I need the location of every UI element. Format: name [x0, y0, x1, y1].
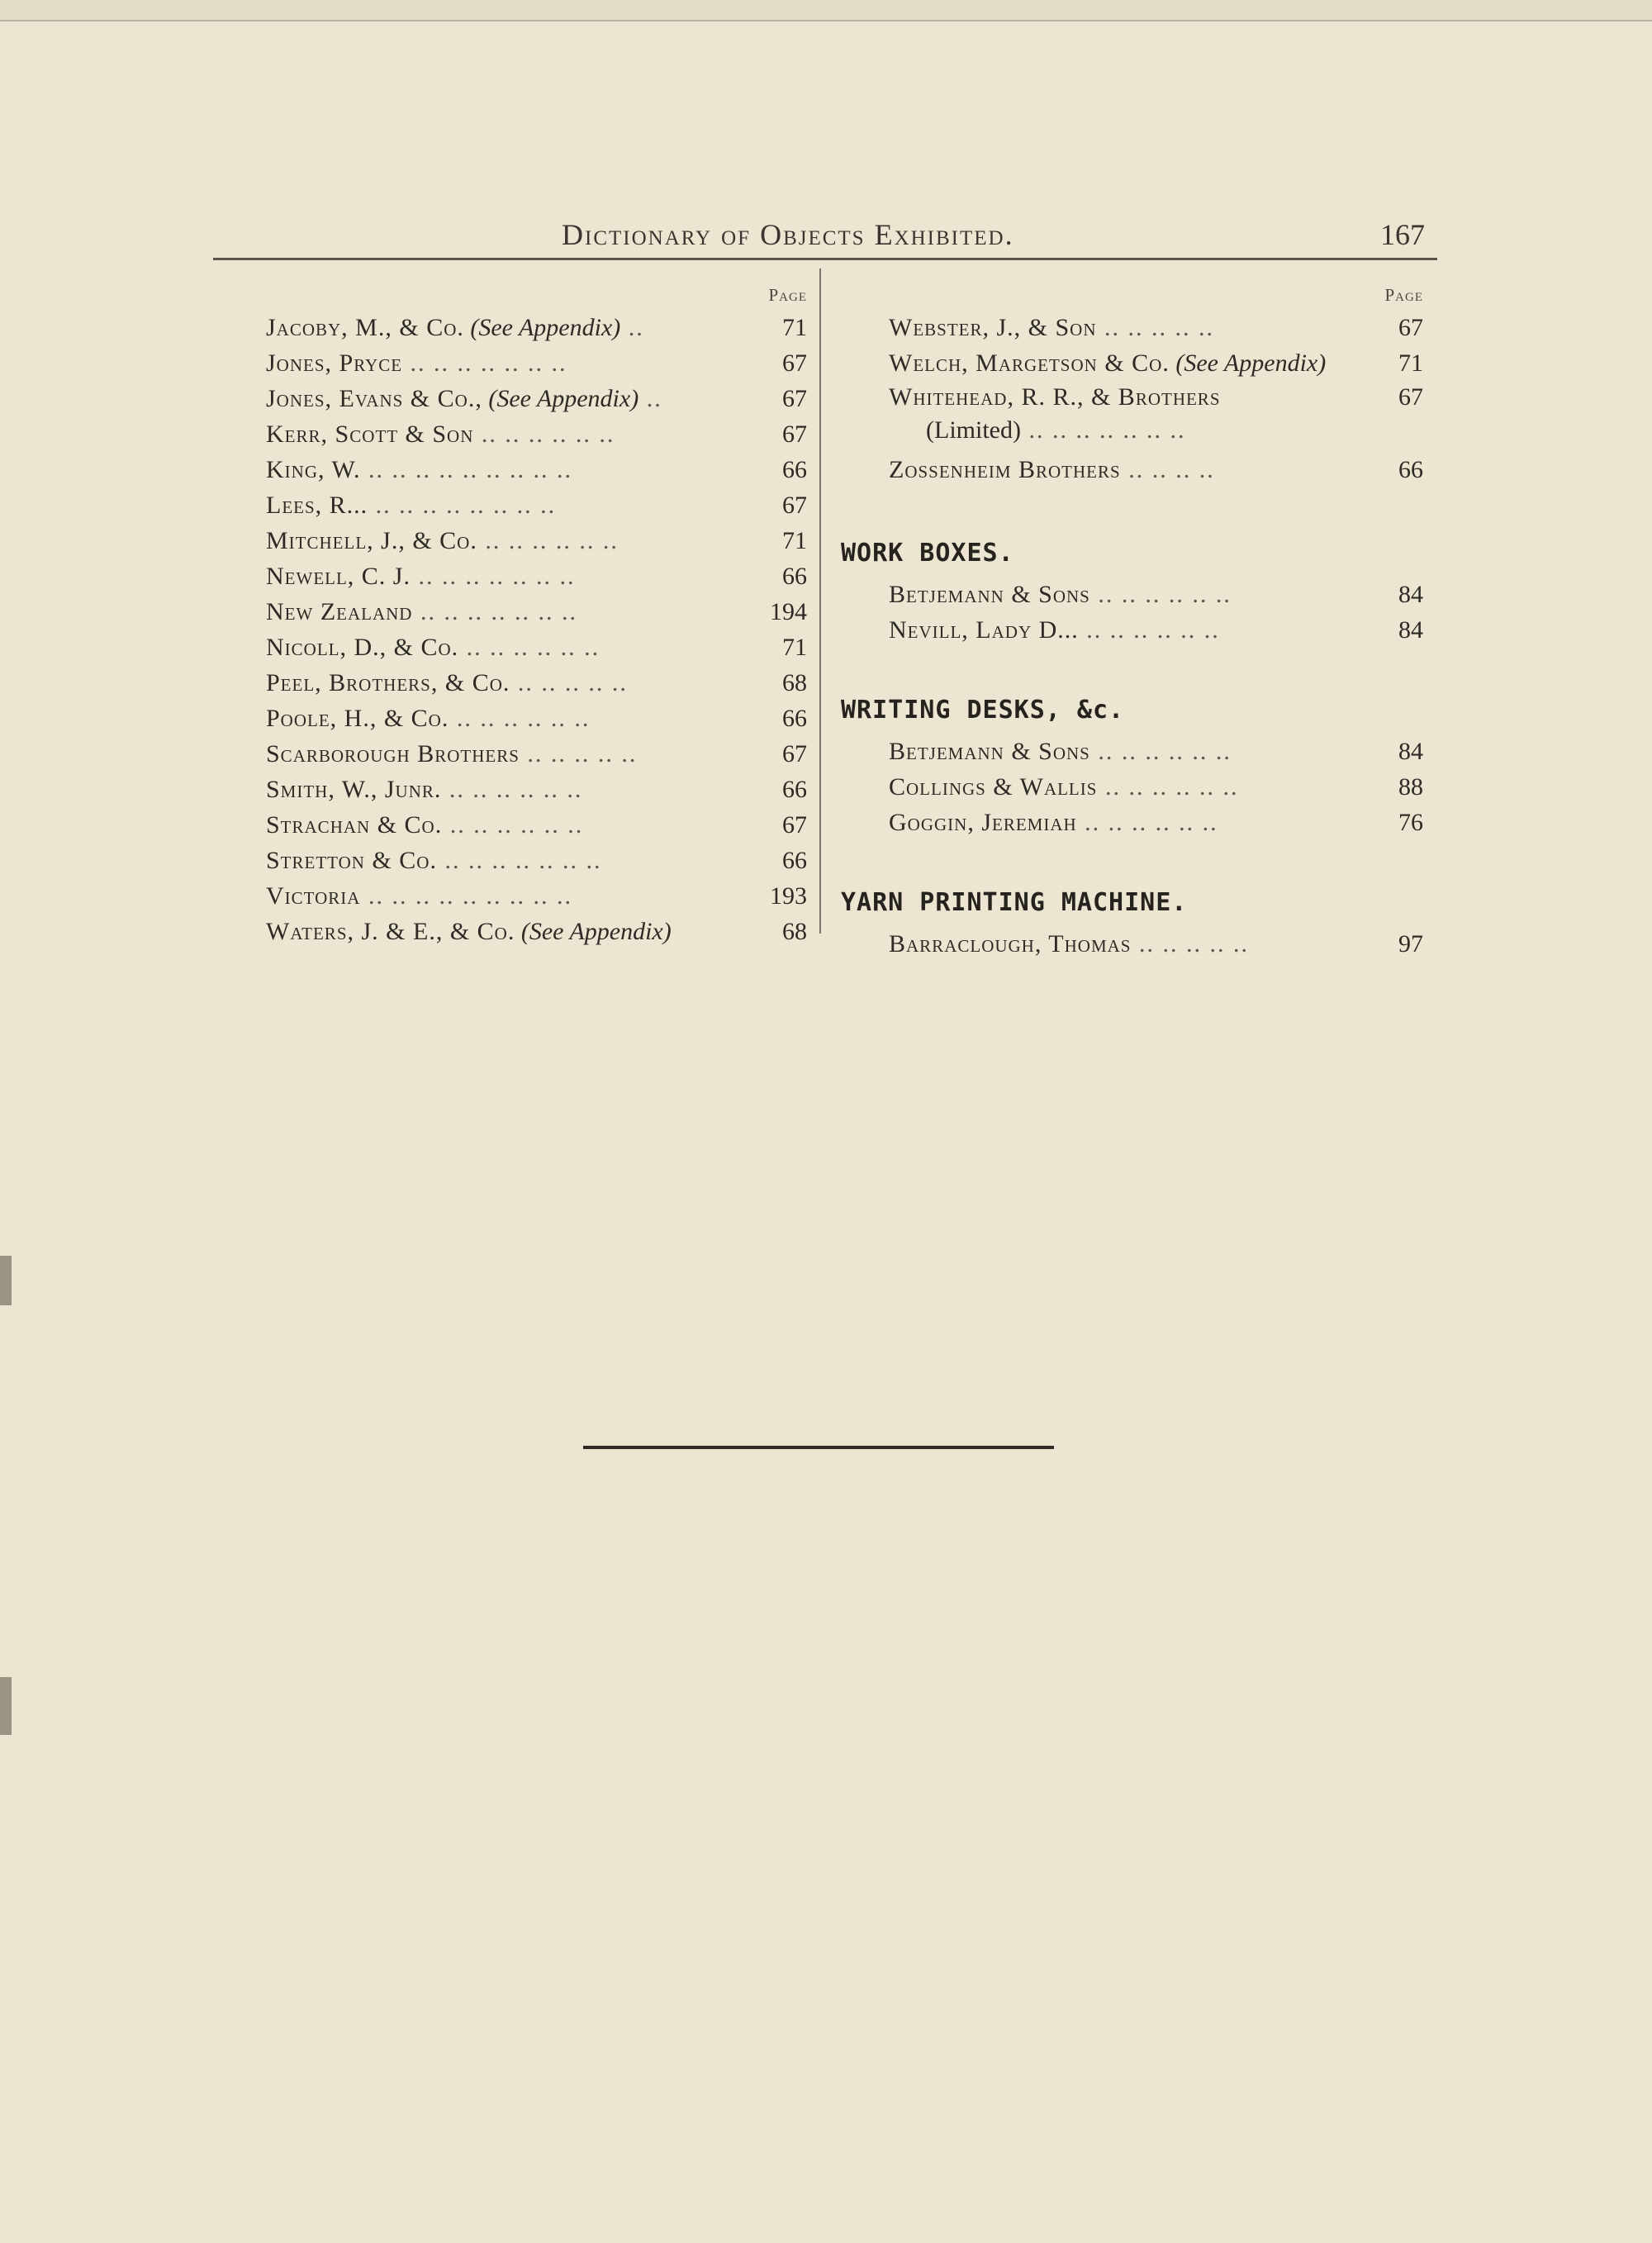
- dot-leader: .. .. .. .. .. .. ..: [412, 598, 577, 625]
- index-entry: [889, 805, 1423, 840]
- index-entry: [266, 381, 807, 416]
- entry-page-number: 66: [777, 701, 807, 736]
- entry-continuation: (Limited) .. .. .. .. .. .. ..: [926, 416, 1186, 444]
- index-entry: [889, 612, 1423, 648]
- dot-leader: .. .. .. .. .. ..: [473, 421, 615, 448]
- dot-leader: .. .. .. .. .. ..: [449, 705, 591, 732]
- entry-page-number: 66: [777, 843, 807, 878]
- entry-page-number: 71: [1393, 345, 1423, 381]
- dot-leader: .. .. .. .. .. ..: [1076, 809, 1218, 836]
- index-entry: [266, 807, 807, 843]
- closing-rule: [583, 1446, 1054, 1449]
- section-entry-list: [841, 926, 1423, 962]
- dot-leader: .. .. .. .. .. ..: [458, 634, 601, 661]
- index-entry: [266, 843, 807, 878]
- entry-page-number: 66: [777, 772, 807, 807]
- index-entry: [889, 926, 1423, 962]
- entry-name: Jones, Pryce: [266, 349, 403, 377]
- entry-page-number: 67: [1393, 381, 1423, 414]
- dot-leader: .. .. .. .. ..: [1096, 314, 1215, 341]
- index-entry: [889, 734, 1423, 769]
- entry-name: Victoria: [266, 882, 361, 910]
- entry-page-number: 68: [777, 914, 807, 949]
- index-entry: [266, 310, 807, 345]
- entry-name: Jacoby, M., & Co.: [266, 314, 464, 341]
- index-entry: [889, 452, 1423, 487]
- entry-name: King, W.: [266, 456, 361, 483]
- entry-name: Betjemann & Sons: [889, 581, 1090, 608]
- left-column: [266, 285, 807, 949]
- index-entry: [889, 381, 1423, 452]
- page-column-label: Page: [768, 285, 807, 305]
- dot-leader: .. .. .. .. ..: [510, 669, 628, 696]
- dot-leader: .. .. .. ..: [1120, 456, 1215, 483]
- index-entry: [266, 630, 807, 665]
- entry-name: Stretton & Co.: [266, 847, 437, 874]
- column-divider: [819, 268, 821, 934]
- entry-page-number: 194: [765, 594, 807, 630]
- entry-page-number: 66: [1393, 452, 1423, 487]
- page-number: 167: [1380, 218, 1425, 251]
- dot-leader: .. .. .. .. .. .. ..: [436, 847, 602, 874]
- index-entry: [266, 736, 807, 772]
- index-entry: [889, 345, 1423, 381]
- section-entry-list: [841, 577, 1423, 648]
- right-column: [841, 285, 1423, 962]
- entry-name: Nicoll, D., & Co.: [266, 634, 459, 661]
- entry-page-number: 71: [777, 630, 807, 665]
- entry-page-number: 66: [777, 452, 807, 487]
- entry-name: Jones, Evans & Co.,: [266, 385, 482, 412]
- entry-page-number: 67: [777, 807, 807, 843]
- index-entry: [266, 772, 807, 807]
- index-entry: [266, 665, 807, 701]
- entry-note: (See Appendix): [520, 918, 672, 945]
- entry-page-number: 67: [777, 416, 807, 452]
- dot-leader: .. .. .. .. .. ..: [1078, 616, 1220, 644]
- entry-page-number: 66: [777, 558, 807, 594]
- index-entry: [266, 487, 807, 523]
- dot-leader: .. .. .. .. .. .. .. .. ..: [360, 882, 572, 910]
- entry-page-number: 67: [777, 487, 807, 523]
- entry-page-number: 84: [1393, 734, 1423, 769]
- running-head: [215, 211, 1433, 260]
- entry-page-number: 193: [765, 878, 807, 914]
- index-entry: [266, 345, 807, 381]
- entry-name: Strachan & Co.: [266, 811, 443, 839]
- binding-mark: [0, 1677, 12, 1735]
- entry-note: (See Appendix): [470, 314, 621, 341]
- dot-leader: .. .. .. .. .. ..: [441, 776, 583, 803]
- entry-name: Welch, Margetson & Co.: [889, 349, 1170, 377]
- index-entry: [889, 769, 1423, 805]
- section-heading: YARN PRINTING MACHINE.: [841, 888, 1188, 917]
- entry-name: Peel, Brothers, & Co.: [266, 669, 510, 696]
- dot-leader: .. .. .. .. ..: [519, 740, 638, 767]
- section-heading: WORK BOXES.: [841, 539, 1014, 568]
- entry-page-number: 67: [1393, 310, 1423, 345]
- index-entry: [889, 577, 1423, 612]
- entry-page-number: 71: [777, 523, 807, 558]
- entry-page-number: 71: [777, 310, 807, 345]
- entry-page-number: 76: [1393, 805, 1423, 840]
- entry-page-number: 67: [777, 381, 807, 416]
- index-entry: [266, 558, 807, 594]
- index-entry: [266, 416, 807, 452]
- entry-name: Kerr, Scott & Son: [266, 421, 474, 448]
- right-entry-list: [841, 310, 1423, 487]
- page-top-edge: [0, 0, 1652, 21]
- entry-name: Whitehead, R. R., & Brothers: [889, 383, 1221, 411]
- index-entry: [266, 701, 807, 736]
- entry-name: Poole, H., & Co.: [266, 705, 449, 732]
- dot-leader: .. .. .. .. ..: [1131, 930, 1249, 958]
- header-rule: [213, 258, 1437, 260]
- entry-name: Smith, W., Junr.: [266, 776, 442, 803]
- entry-name: Lees, R...: [266, 492, 368, 519]
- entry-page-number: 68: [777, 665, 807, 701]
- index-entry: [266, 452, 807, 487]
- index-entry: [266, 914, 807, 949]
- entry-name: Betjemann & Sons: [889, 738, 1090, 765]
- index-entry: [889, 310, 1423, 345]
- dot-leader: .. .. .. .. .. .. .. ..: [368, 492, 557, 519]
- dot-leader: .. .. .. .. .. ..: [1089, 581, 1232, 608]
- entry-name: Barraclough, Thomas: [889, 930, 1132, 958]
- dot-leader: .. .. .. .. .. ..: [442, 811, 584, 839]
- entry-note: (See Appendix): [1175, 349, 1327, 377]
- section-heading: WRITING DESKS, &c.: [841, 696, 1125, 725]
- entry-page-number: 88: [1393, 769, 1423, 805]
- entry-name: Zossenheim Brothers: [889, 456, 1121, 483]
- dot-leader: ..: [620, 314, 644, 341]
- dot-leader: ..: [638, 385, 662, 412]
- right-section-list: [841, 530, 1423, 962]
- dot-leader: .. .. .. .. .. ..: [1097, 773, 1239, 801]
- entry-page-number: 97: [1393, 926, 1423, 962]
- dot-leader: .. .. .. .. .. .. .. .. ..: [360, 456, 573, 483]
- section-entry-list: [841, 734, 1423, 840]
- page-column-label: Page: [1384, 285, 1423, 305]
- entry-note: (See Appendix): [488, 385, 639, 412]
- dot-leader: .. .. .. .. .. .. ..: [410, 563, 576, 590]
- entry-name: Webster, J., & Son: [889, 314, 1097, 341]
- entry-name: New Zealand: [266, 598, 413, 625]
- index-entry: [266, 523, 807, 558]
- entry-name: Newell, C. J.: [266, 563, 411, 590]
- entry-name: Waters, J. & E., & Co.: [266, 918, 515, 945]
- entry-name: Goggin, Jeremiah: [889, 809, 1077, 836]
- entry-page-number: 67: [777, 345, 807, 381]
- binding-mark: [0, 1256, 12, 1305]
- entry-name: Collings & Wallis: [889, 773, 1098, 801]
- entry-page-number: 84: [1393, 577, 1423, 612]
- dot-leader: .. .. .. .. .. ..: [477, 527, 619, 554]
- entry-page-number: 84: [1393, 612, 1423, 648]
- left-entry-list: [266, 310, 807, 949]
- dot-leader: .. .. .. .. .. .. ..: [1020, 416, 1186, 444]
- entry-name: Mitchell, J., & Co.: [266, 527, 477, 554]
- dot-leader: .. .. .. .. .. .. ..: [402, 349, 567, 377]
- entry-name: Nevill, Lady D...: [889, 616, 1079, 644]
- page-title: Dictionary of Objects Exhibited.: [562, 218, 1014, 251]
- index-entry: [266, 878, 807, 914]
- index-entry: [266, 594, 807, 630]
- dot-leader: .. .. .. .. .. ..: [1089, 738, 1232, 765]
- entry-name: Scarborough Brothers: [266, 740, 520, 767]
- entry-page-number: 67: [777, 736, 807, 772]
